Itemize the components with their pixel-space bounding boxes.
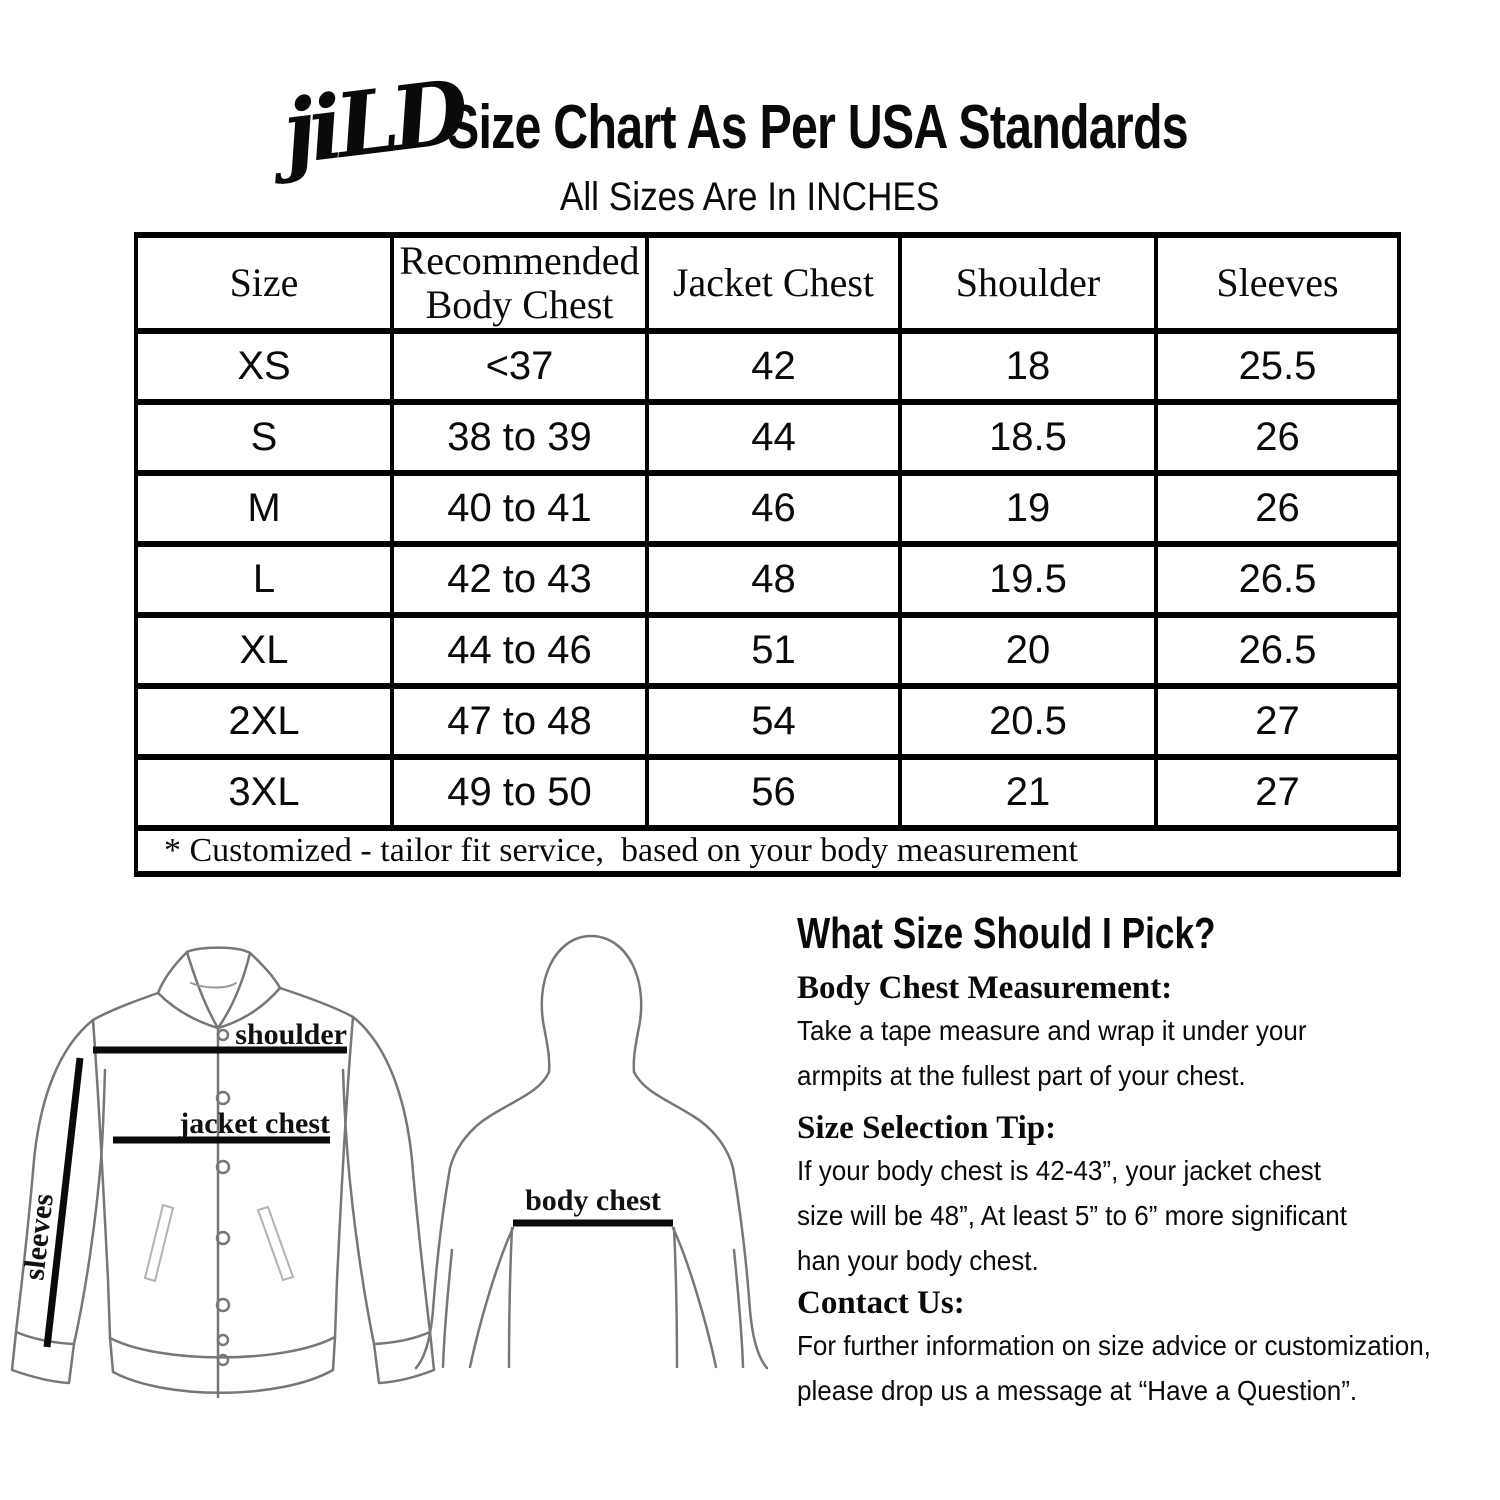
guide-section-title: Body Chest Measurement: <box>797 970 1173 1006</box>
guide-section-title: Contact Us: <box>797 1285 965 1321</box>
table-cell: 27 <box>1156 686 1399 757</box>
size-guide <box>797 908 1497 1413</box>
table-cell: 18.5 <box>900 402 1156 473</box>
column-header-sleeves: Sleeves <box>1156 235 1399 331</box>
body-silhouette <box>416 936 767 1368</box>
header-row <box>136 235 1399 331</box>
guide-line: If your body chest is 42-43”, your jacket chest <box>797 1155 1321 1186</box>
table-cell: 26 <box>1156 473 1399 544</box>
guide-section-contact <box>797 1283 1497 1413</box>
brand-logo: jiLD <box>277 59 469 185</box>
table-cell: 27 <box>1156 757 1399 828</box>
table-cell: 56 <box>647 757 900 828</box>
table-row-s <box>136 402 1399 473</box>
guide-line: han your body chest. <box>797 1245 1039 1276</box>
table-footnote: * Customized - tailor fit service, based on your body measurement <box>136 828 1399 874</box>
table-row-m <box>136 473 1399 544</box>
table-cell: 44 <box>647 402 900 473</box>
table-cell: 40 to 41 <box>392 473 647 544</box>
table-row-2xl <box>136 686 1399 757</box>
table-cell: XL <box>136 615 392 686</box>
table-cell: 42 <box>647 331 900 402</box>
table-cell: 42 to 43 <box>392 544 647 615</box>
guide-line: armpits at the fullest part of your chest. <box>797 1060 1246 1091</box>
table-cell: XS <box>136 331 392 402</box>
guide-heading: What Size Should I Pick? <box>797 909 1216 958</box>
table-cell: 44 to 46 <box>392 615 647 686</box>
sleeves-label: sleeves <box>17 1192 60 1282</box>
jacket-chest-label: jacket chest <box>179 1107 330 1140</box>
table-cell: <37 <box>392 331 647 402</box>
table-cell: 2XL <box>136 686 392 757</box>
table-cell: 18 <box>900 331 1156 402</box>
table-cell: 26.5 <box>1156 544 1399 615</box>
guide-section-body-chest <box>797 968 1497 1098</box>
table-cell: 46 <box>647 473 900 544</box>
measurement-diagram <box>0 920 800 1500</box>
column-header-jacket-chest: Jacket Chest <box>647 235 900 331</box>
table-row-xl <box>136 615 1399 686</box>
table-cell: L <box>136 544 392 615</box>
table-cell: 19.5 <box>900 544 1156 615</box>
footnote-row <box>136 828 1399 874</box>
table-cell: 48 <box>647 544 900 615</box>
table-cell: 54 <box>647 686 900 757</box>
shoulder-label: shoulder <box>235 1018 347 1051</box>
size-chart-table <box>134 232 1401 877</box>
table-cell: 25.5 <box>1156 331 1399 402</box>
page-subtitle-text: All Sizes Are In INCHES <box>560 175 940 219</box>
table-cell: 20 <box>900 615 1156 686</box>
jacket-drawing <box>12 948 434 1397</box>
page-subtitle <box>0 174 1500 220</box>
table-cell: M <box>136 473 392 544</box>
table-cell: 20.5 <box>900 686 1156 757</box>
guide-section-size-tip <box>797 1108 1497 1283</box>
table-row-xs <box>136 331 1399 402</box>
table-row-l <box>136 544 1399 615</box>
table-cell: 26 <box>1156 402 1399 473</box>
guide-section-text <box>797 1008 1448 1098</box>
guide-line: size will be 48”, At least 5” to 6” more significant <box>797 1200 1347 1231</box>
page-title: Size Chart As Per USA Standards <box>447 93 1188 162</box>
table-cell: 38 to 39 <box>392 402 647 473</box>
guide-line: please drop us a message at “Have a Question”. <box>797 1375 1358 1406</box>
table-cell: 19 <box>900 473 1156 544</box>
column-header-shoulder: Shoulder <box>900 235 1156 331</box>
guide-line: Take a tape measure and wrap it under your <box>797 1015 1307 1046</box>
table-cell: 3XL <box>136 757 392 828</box>
table-row-3xl <box>136 757 1399 828</box>
table-cell: 49 to 50 <box>392 757 647 828</box>
table-cell: 21 <box>900 757 1156 828</box>
body-chest-label: body chest <box>525 1184 661 1217</box>
table-cell: S <box>136 402 392 473</box>
table-cell: 51 <box>647 615 900 686</box>
guide-section-title: Size Selection Tip: <box>797 1110 1057 1146</box>
column-header-size: Size <box>136 235 392 331</box>
table-cell: 26.5 <box>1156 615 1399 686</box>
guide-section-text <box>797 1323 1448 1413</box>
guide-line: For further information on size advice or customization, <box>797 1330 1431 1361</box>
table-cell: 47 to 48 <box>392 686 647 757</box>
guide-section-text <box>797 1148 1448 1283</box>
column-header-body-chest: Recommended Body Chest <box>392 235 647 331</box>
